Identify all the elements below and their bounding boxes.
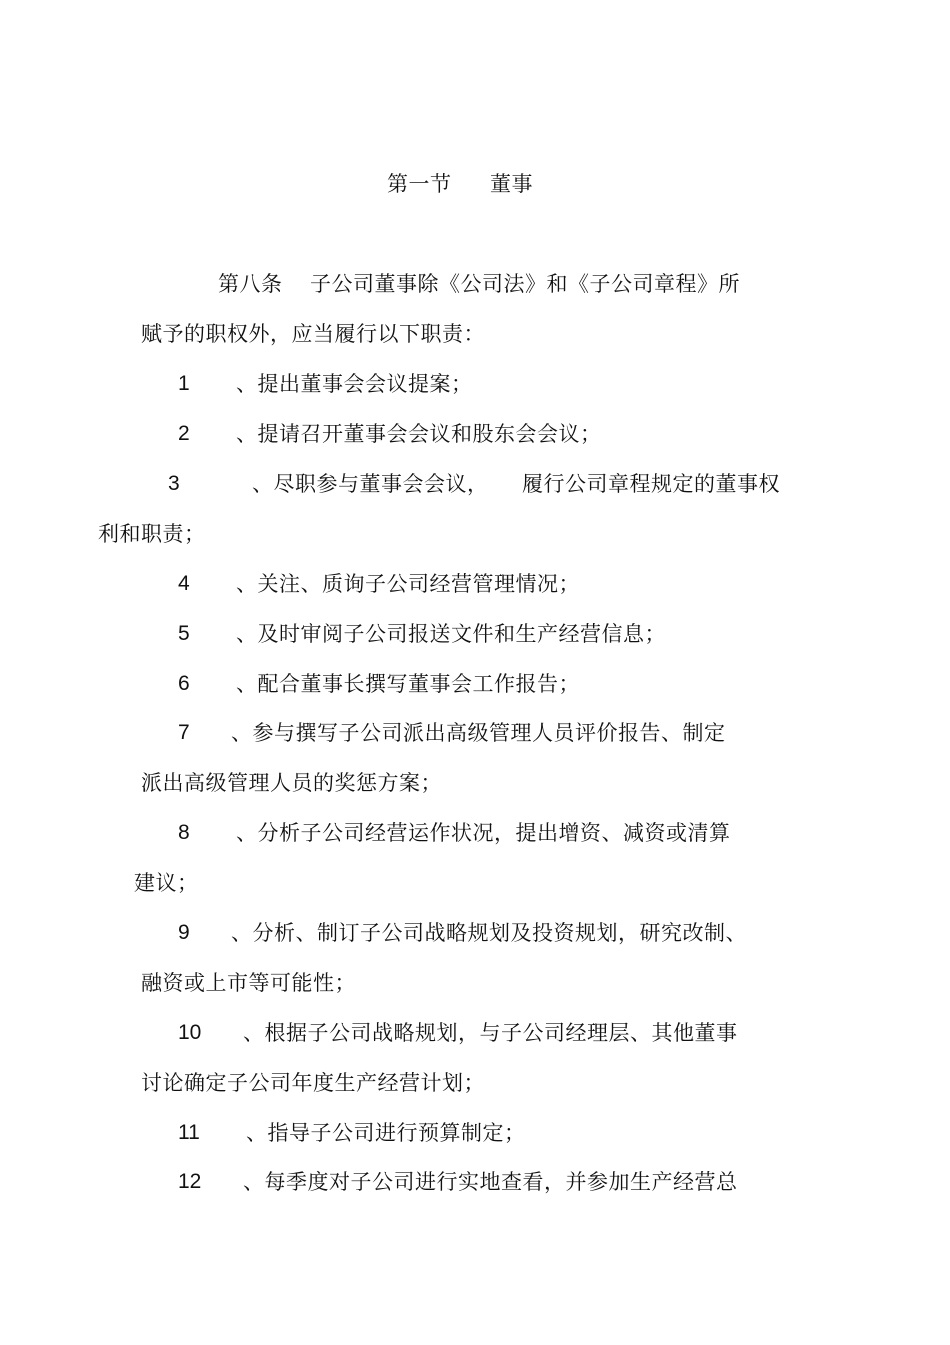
item-number: 4 — [178, 572, 190, 595]
item-number: 9 — [178, 921, 190, 944]
item-text: 、分析、制订子公司战略规划及投资规划，研究改制、 — [231, 921, 747, 945]
item-number: 7 — [178, 721, 190, 744]
item-number: 8 — [178, 821, 190, 844]
item-number: 10 — [178, 1021, 202, 1044]
item-text: 、配合董事长撰写董事会工作报告； — [236, 672, 580, 696]
item-number: 3 — [168, 472, 180, 495]
item-text: 、提请召开董事会会议和股东会会议； — [236, 422, 602, 446]
article-label: 第八条 — [218, 272, 283, 296]
section-title: 董事 — [490, 172, 533, 196]
article-text-line1: 子公司董事除《公司法》和《子公司章程》所 — [310, 272, 740, 296]
item-text: 、每季度对子公司进行实地查看，并参加生产经营总 — [243, 1170, 738, 1194]
item-text: 、提出董事会会议提案； — [236, 372, 473, 396]
section-label: 第一节 — [387, 172, 452, 196]
item-text-continued: 融资或上市等可能性； — [141, 971, 356, 995]
item-text: 、根据子公司战略规划，与子公司经理层、其他董事 — [243, 1021, 738, 1045]
item-number: 1 — [178, 372, 190, 395]
item-text: 、及时审阅子公司报送文件和生产经营信息； — [236, 622, 666, 646]
item-text: 、尽职参与董事会会议， — [252, 472, 489, 496]
item-text-continued: 讨论确定子公司年度生产经营计划； — [141, 1071, 485, 1095]
item-text: 履行公司章程规定的董事权 — [522, 472, 780, 496]
item-text-continued: 利和职责； — [98, 522, 206, 546]
item-text: 、参与撰写子公司派出高级管理人员评价报告、制定 — [231, 721, 726, 745]
item-number: 2 — [178, 422, 190, 445]
item-text: 、关注、质询子公司经营管理情况； — [236, 572, 580, 596]
item-text: 、指导子公司进行预算制定； — [246, 1121, 526, 1145]
item-text-continued: 派出高级管理人员的奖惩方案； — [141, 771, 442, 795]
item-number: 11 — [178, 1121, 200, 1144]
item-number: 6 — [178, 672, 190, 695]
article-text-line2: 赋予的职权外，应当履行以下职责： — [141, 322, 485, 346]
item-text-continued: 建议； — [134, 871, 199, 895]
item-text: 、分析子公司经营运作状况，提出增资、减资或清算 — [236, 821, 731, 845]
item-number: 12 — [178, 1170, 202, 1193]
item-number: 5 — [178, 622, 190, 645]
